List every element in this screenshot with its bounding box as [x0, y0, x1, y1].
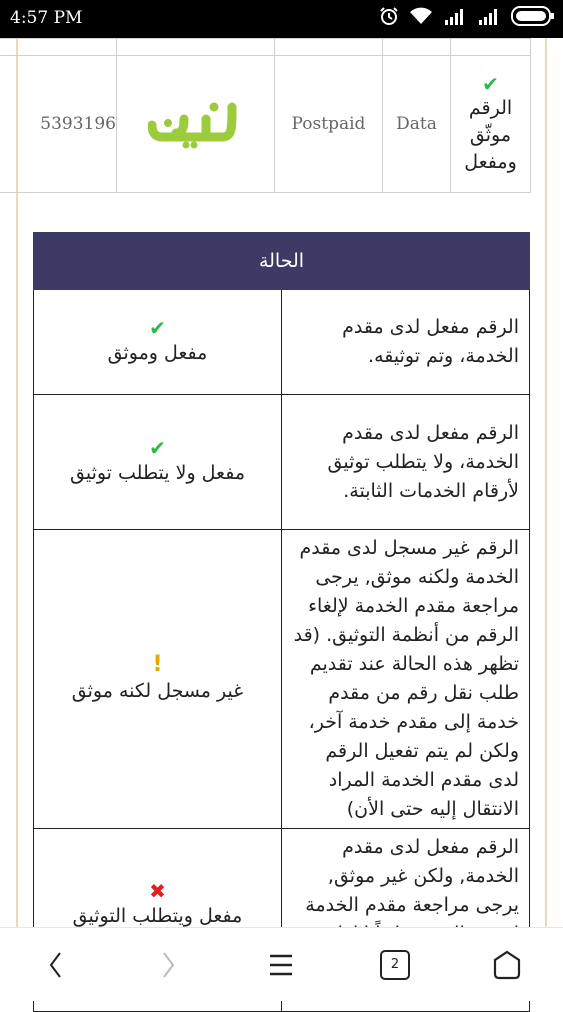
legend-desc: الرقم مفعل لدى مقدم الخدمة، ولا يتطلب توثيق لأرقام الخدمات الثابتة. — [282, 395, 530, 530]
status-time: 4:57 PM — [10, 8, 83, 28]
status-legend-table — [33, 232, 530, 1012]
legend-state-cell — [34, 395, 282, 530]
browser-nav-bar — [0, 927, 563, 1001]
signal-icon — [443, 6, 467, 33]
table-row — [0, 56, 531, 193]
operator-logo-cell — [117, 56, 275, 193]
status-bar — [0, 0, 563, 38]
table-row — [34, 290, 530, 395]
zain-logo — [148, 99, 244, 149]
chevron-right-icon — [158, 950, 178, 980]
chevron-left-icon — [46, 950, 66, 980]
tabs-button[interactable] — [355, 928, 435, 1001]
legend-desc: الرقم غير مسجل لدى مقدم الخدمة ولكنه موثق, يرجى مراجعة مقدم الخدمة لإلغاء الرقم من أنظمة التوثيق. (قد تظهر هذه الحالة عند تقديم طلب نقل رقم من مقدم خدمة إلى مقدم خدمة آخر، ولكن لم يتم تفعيل الرقم لدى مقدم الخدمة المراد الانتقال إليه حتى الأن) — [282, 530, 530, 829]
forward-button[interactable] — [128, 928, 208, 1001]
warning-icon: ! — [152, 651, 163, 677]
legend-header: الحالة — [34, 233, 530, 290]
legend-desc: الرقم مفعل لدى مقدم الخدمة, ولكن غير موثق, يرجى مراجعة مقدم الخدمة — [282, 829, 530, 983]
cross-icon: ✖ — [149, 879, 166, 903]
legend-state: مفعل وموثق — [107, 341, 208, 364]
signal-icon — [477, 6, 501, 33]
legend-desc: الرقم مفعل لدى مقدم الخدمة، وتم توثيقه. — [282, 290, 530, 395]
menu-button[interactable] — [241, 928, 321, 1001]
legend-state: مفعل ويتطلب التوثيق — [72, 905, 243, 927]
home-button[interactable] — [467, 928, 547, 1001]
number-status-cell — [451, 56, 531, 193]
service-type-cell: Data — [383, 56, 451, 193]
check-icon: ✔ — [482, 71, 499, 96]
number-status: الرقم موثّق ومفعل — [464, 96, 517, 173]
wifi-icon — [409, 6, 433, 33]
tab-count: 2 — [390, 957, 400, 972]
numbers-table — [0, 38, 531, 193]
page-border — [545, 38, 547, 928]
check-icon: ✔ — [149, 315, 166, 340]
plan-cell: Postpaid — [275, 56, 383, 193]
legend-state-cell — [34, 290, 282, 395]
legend-state-cell — [34, 530, 282, 829]
alarm-icon — [379, 6, 399, 33]
legend-state: مفعل ولا يتطلب توثيق — [70, 461, 245, 484]
table-row — [34, 395, 530, 530]
menu-icon — [267, 951, 295, 979]
table-row — [34, 530, 530, 829]
tabs-icon — [380, 950, 410, 980]
back-button[interactable] — [16, 928, 96, 1001]
legend-state: غير مسجل لكنه موثق — [71, 679, 244, 702]
home-icon — [491, 949, 523, 981]
phone-number-cell: 5393196 — [0, 56, 117, 193]
table-row — [0, 39, 531, 56]
check-icon: ✔ — [149, 435, 166, 460]
battery-icon — [511, 5, 555, 34]
